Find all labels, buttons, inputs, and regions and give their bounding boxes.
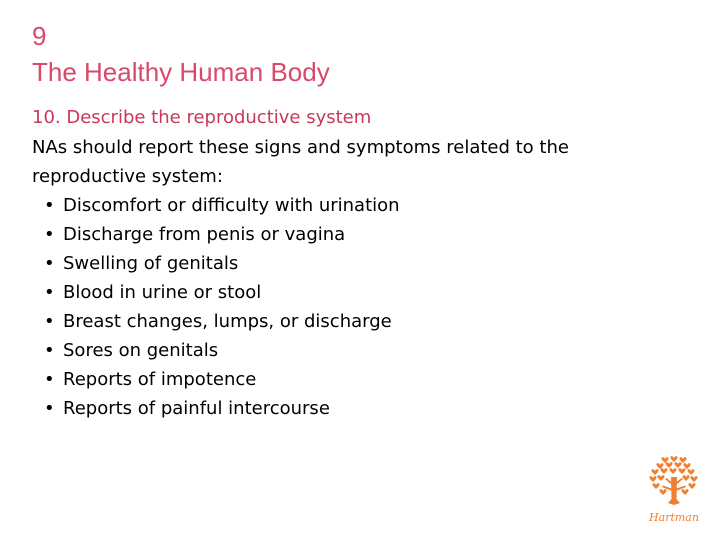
list-item (32, 191, 672, 220)
list-item-text: Reports of painful intercourse (63, 398, 330, 419)
list-item (32, 365, 672, 394)
list-item-text: Breast changes, lumps, or discharge (63, 311, 392, 332)
list-item-text: Discomfort or difficulty with urination (63, 195, 400, 216)
list-item-text: Discharge from penis or vagina (63, 224, 346, 245)
bullet-icon: • (44, 311, 55, 332)
hartman-logo (643, 455, 705, 535)
list-item-text: Blood in urine or stool (63, 282, 262, 303)
intro-line-2: reproductive system: (32, 166, 223, 187)
bullet-icon: • (44, 340, 55, 361)
list-item (32, 249, 672, 278)
intro-line-1: NAs should report these signs and symptoms related to the (32, 137, 569, 158)
bullet-icon: • (44, 253, 55, 274)
list-item (32, 278, 672, 307)
chapter-title: The Healthy Human Body (32, 57, 330, 87)
tree-of-hearts-icon (643, 455, 705, 535)
bullet-list (32, 191, 672, 423)
list-item-text: Swelling of genitals (63, 253, 239, 274)
slide-header (32, 18, 330, 90)
slide-body (32, 133, 672, 423)
section-title: 10. Describe the reproductive system (32, 107, 372, 128)
list-item (32, 336, 672, 365)
bullet-icon: • (44, 369, 55, 390)
list-item (32, 220, 672, 249)
bullet-icon: • (44, 195, 55, 216)
list-item (32, 394, 672, 423)
intro-text (32, 133, 672, 191)
bullet-icon: • (44, 398, 55, 419)
bullet-icon: • (44, 282, 55, 303)
list-item (32, 307, 672, 336)
logo-text: Hartman (649, 511, 699, 524)
chapter-number: 9 (32, 21, 47, 51)
bullet-icon: • (44, 224, 55, 245)
list-item-text: Sores on genitals (63, 340, 219, 361)
list-item-text: Reports of impotence (63, 369, 257, 390)
